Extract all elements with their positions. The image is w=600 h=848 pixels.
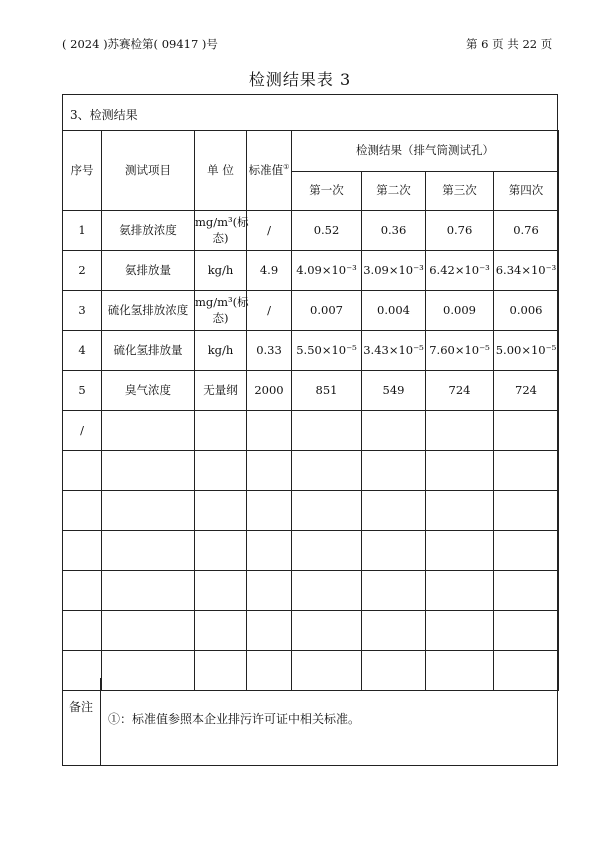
blank-row [63, 491, 559, 531]
blank-cell [63, 571, 102, 611]
blank-cell [195, 611, 247, 651]
cell-run-2: 549 [362, 371, 426, 411]
col-result-header: 检测结果（排气筒测试孔） [292, 131, 559, 172]
blank-cell [426, 531, 494, 571]
blank-cell [362, 611, 426, 651]
cell-run-3: 0.009 [426, 291, 494, 331]
cell-run-4: 0.006 [494, 291, 559, 331]
table-row [63, 291, 559, 331]
header-row [63, 131, 559, 172]
cell-run-3: 7.60×10⁻⁵ [426, 331, 494, 371]
table-row [63, 211, 559, 251]
blank-row [63, 571, 559, 611]
blank-cell [494, 491, 559, 531]
col-item-header: 测试项目 [102, 131, 195, 211]
blank-cell [362, 491, 426, 531]
cell-run-3: 6.42×10⁻³ [426, 251, 494, 291]
table-row [63, 251, 559, 291]
blank-cell [292, 411, 362, 451]
cell-std: 2000 [247, 371, 292, 411]
blank-cell [195, 531, 247, 571]
cell-std: 4.9 [247, 251, 292, 291]
blank-cell [292, 531, 362, 571]
table-row [63, 331, 559, 371]
cell-run-2: 3.43×10⁻⁵ [362, 331, 426, 371]
blank-cell [63, 611, 102, 651]
blank-cell [426, 491, 494, 531]
blank-row [63, 611, 559, 651]
cell-std: / [247, 211, 292, 251]
blank-cell [247, 411, 292, 451]
blank-cell [362, 531, 426, 571]
cell-unit: 无量纲 [195, 371, 247, 411]
blank-row [63, 531, 559, 571]
col-run-1: 第一次 [292, 172, 362, 211]
cell-no: 5 [63, 371, 102, 411]
cell-run-1: 5.50×10⁻⁵ [292, 331, 362, 371]
note-text: ①：标准值参照本企业排污许可证中相关标准。 [108, 712, 361, 726]
blank-cell [494, 451, 559, 491]
blank-cell [494, 651, 559, 691]
cell-run-1: 0.52 [292, 211, 362, 251]
col-run-2: 第二次 [362, 172, 426, 211]
col-unit-header: 单 位 [195, 131, 247, 211]
cell-run-3: 0.76 [426, 211, 494, 251]
cell-no: 2 [63, 251, 102, 291]
blank-cell [195, 491, 247, 531]
blank-cell [292, 611, 362, 651]
blank-cell [102, 451, 195, 491]
cell-item: 氨排放量 [102, 251, 195, 291]
blank-cell [362, 571, 426, 611]
cell-std: 0.33 [247, 331, 292, 371]
cell-unit: mg/m³(标态) [195, 291, 247, 331]
blank-cell [247, 571, 292, 611]
blank-cell [102, 531, 195, 571]
cell-run-4: 724 [494, 371, 559, 411]
col-no-header: 序号 [63, 131, 102, 211]
blank-cell [247, 651, 292, 691]
cell-run-3: 724 [426, 371, 494, 411]
blank-cell [195, 451, 247, 491]
blank-cell [102, 411, 195, 451]
blank-cell [195, 571, 247, 611]
blank-cell [247, 611, 292, 651]
table-row [63, 371, 559, 411]
cell-run-4: 5.00×10⁻⁵ [494, 331, 559, 371]
blank-cell [102, 571, 195, 611]
blank-cell [292, 451, 362, 491]
page-info: 第 6 页 共 22 页 [466, 37, 553, 51]
cell-unit: kg/h [195, 331, 247, 371]
document-number: ( 2024 )苏赛检第( 09417 )号 [62, 37, 218, 51]
cell-run-2: 3.09×10⁻³ [362, 251, 426, 291]
blank-cell [426, 611, 494, 651]
cell-no: 3 [63, 291, 102, 331]
blank-cell [63, 491, 102, 531]
blank-cell [362, 451, 426, 491]
cell-item: 臭气浓度 [102, 371, 195, 411]
blank-cell [494, 411, 559, 451]
cell-unit: mg/m³(标态) [195, 211, 247, 251]
col-run-3: 第三次 [426, 172, 494, 211]
note-label: 备注 [62, 678, 101, 766]
cell-item: 硫化氢排放量 [102, 331, 195, 371]
cell-run-1: 0.007 [292, 291, 362, 331]
blank-cell [102, 651, 195, 691]
section-title: 3、检测结果 [70, 108, 138, 122]
blank-row [63, 411, 559, 451]
blank-cell: / [63, 411, 102, 451]
blank-cell [102, 611, 195, 651]
cell-std: / [247, 291, 292, 331]
blank-cell [247, 531, 292, 571]
blank-cell [494, 571, 559, 611]
blank-cell [494, 611, 559, 651]
cell-no: 1 [63, 211, 102, 251]
blank-cell [63, 451, 102, 491]
blank-cell [292, 651, 362, 691]
blank-cell [195, 651, 247, 691]
cell-run-1: 4.09×10⁻³ [292, 251, 362, 291]
blank-cell [102, 491, 195, 531]
results-table [62, 130, 559, 691]
col-std-header: 标准值① [247, 131, 292, 211]
cell-item: 氨排放浓度 [102, 211, 195, 251]
blank-cell [63, 531, 102, 571]
blank-cell [195, 411, 247, 451]
blank-cell [426, 571, 494, 611]
cell-run-4: 0.76 [494, 211, 559, 251]
cell-item: 硫化氢排放浓度 [102, 291, 195, 331]
cell-run-2: 0.004 [362, 291, 426, 331]
cell-run-4: 6.34×10⁻³ [494, 251, 559, 291]
page-title: 检测结果表 3 [248, 70, 352, 89]
blank-cell [362, 651, 426, 691]
blank-cell [292, 491, 362, 531]
blank-cell [426, 451, 494, 491]
blank-cell [426, 651, 494, 691]
blank-cell [247, 451, 292, 491]
blank-cell [494, 531, 559, 571]
blank-cell [362, 411, 426, 451]
blank-cell [292, 571, 362, 611]
blank-row [63, 651, 559, 691]
cell-run-2: 0.36 [362, 211, 426, 251]
cell-run-1: 851 [292, 371, 362, 411]
blank-row [63, 451, 559, 491]
col-run-4: 第四次 [494, 172, 559, 211]
cell-no: 4 [63, 331, 102, 371]
blank-cell [247, 491, 292, 531]
cell-unit: kg/h [195, 251, 247, 291]
blank-cell [426, 411, 494, 451]
table-body [63, 211, 559, 691]
